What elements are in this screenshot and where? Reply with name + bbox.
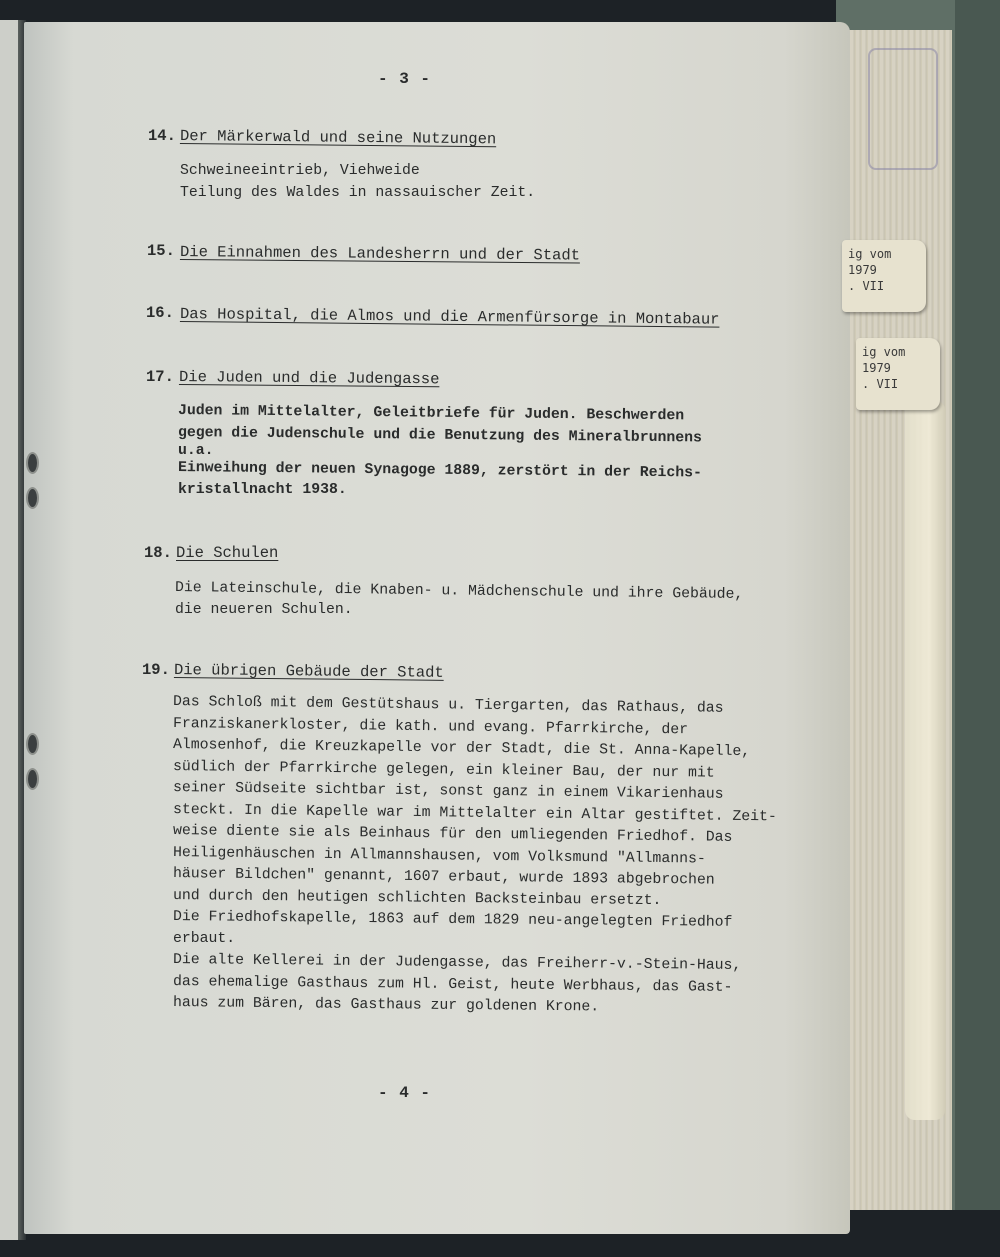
body-line: u.a. [178,443,214,459]
item-title: Die Schulen [176,544,279,562]
body-line: Franziskanerkloster, die kath. und evang. Pfarrkirche, der [172,715,689,738]
item-title: Der Märkerwald und seine Nutzungen [179,127,497,149]
item-number: 19. [142,661,170,679]
item-body [175,578,743,621]
body-line: Juden im Mittelalter, Geleitbriefe für Juden. Beschwerden [177,403,685,425]
body-line: gegen die Judenschule und die Benutzung des Mineralbrunnens [177,424,702,446]
body-line: das ehemalige Gasthaus zum Hl. Geist, heute Werbhaus, das Gast- [172,973,733,996]
body-line: erbaut. [173,930,236,947]
item-number: 17. [146,368,174,386]
page-header: - 3 - [378,70,432,88]
body-line: die neueren Schulen. [175,601,353,618]
tab-line: 1979 [848,263,877,277]
body-line: Die Lateinschule, die Knaben- u. Mädchenschule und ihre Gebäude, [174,580,744,603]
body-line: Schweineeintrieb, Viehweide [180,163,420,179]
body-line: Einweihung der neuen Synagoge 1889, zerstört in der Reichs- [177,460,702,482]
item-body [180,161,535,204]
body-line: häuser Bildchen" genannt, 1607 erbaut, wurde 1893 abgebrochen [172,866,715,889]
item-title: Die übrigen Gebäude der Stadt [173,661,444,682]
tab-line: ig vom [862,345,906,359]
body-line: weise diente sie als Beinhaus für den umliegenden Friedhof. Das [172,823,733,846]
body-line: Almosenhof, die Kreuzkapelle vor der Stadt, die St. Anna-Kapelle, [172,737,751,761]
body-line: und durch den heutigen schlichten Backsteinbau ersetzt. [172,887,662,909]
body-line: steckt. In die Kapelle war im Mittelalter ein Altar gestiftet. Zeit- [172,801,777,825]
item-title: Das Hospital, die Almos und die Armenfürsorge in Montabaur [179,305,720,329]
item-number: 15. [147,242,175,260]
tab-line: 1979 [862,361,891,375]
page-footer: - 4 - [378,1084,432,1102]
item-title: Die Einnahmen des Landesherrn und der Stadt [179,243,581,265]
item-number: 16. [146,304,174,322]
body-line: haus zum Bären, das Gasthaus zur goldenen Krone. [172,995,600,1016]
item-body [178,401,702,501]
item-number: 14. [148,127,176,145]
body-line: Die alte Kellerei in der Judengasse, das Freiherr-v.-Stein-Haus, [172,952,742,974]
item-title: Die Juden und die Judengasse [178,368,440,389]
tab-line: ig vom [848,247,892,261]
body-line: seiner Südseite sichtbar ist, sonst ganz in einem Vikarienhaus [172,780,724,803]
tab-line: . VII [862,377,899,391]
item-number: 18. [144,544,172,562]
item-body [173,692,777,1015]
body-line: kristallnacht 1938. [178,481,347,498]
body-line: Das Schloß mit dem Gestütshaus u. Tiergarten, das Rathaus, das [172,694,724,717]
body-line: Teilung des Waldes in nassauischer Zeit. [180,184,536,201]
body-line: südlich der Pfarrkirche gelegen, ein kleiner Bau, der nur mit [172,758,715,782]
tab-line: . VII [848,279,885,293]
body-line: Die Friedhofskapelle, 1863 auf dem 1829 neu-angelegten Friedhof [172,909,733,931]
body-line: Heiligenhäuschen in Allmannshausen, vom Volksmund "Allmanns- [172,844,706,868]
